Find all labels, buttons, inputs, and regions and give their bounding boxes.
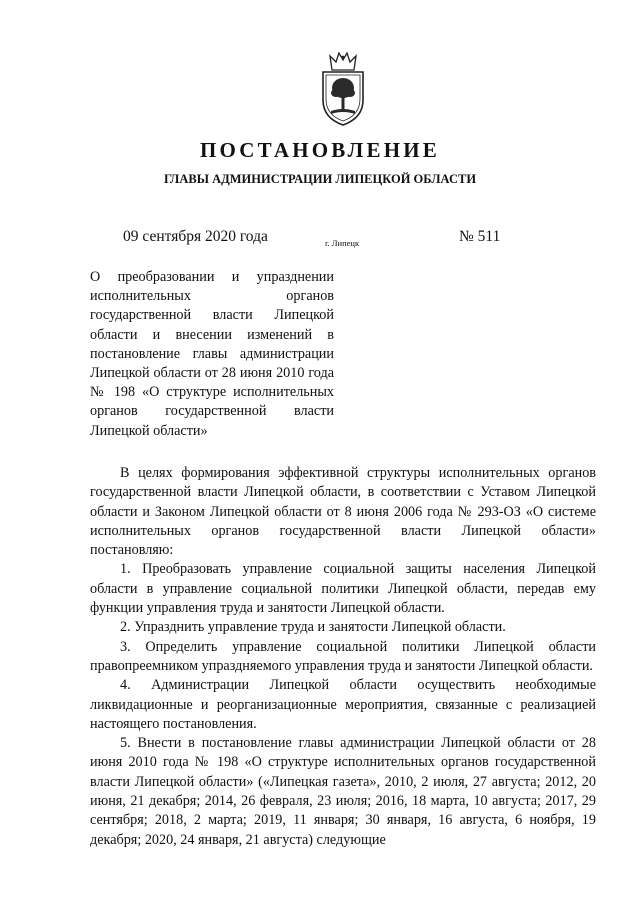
document-number: № 511 xyxy=(459,228,501,245)
body-paragraph-item-2: 2. Упразднить управление труда и занятости Липецкой области. xyxy=(120,619,506,636)
document-subtitle: ГЛАВЫ АДМИНИСТРАЦИИ ЛИПЕЦКОЙ ОБЛАСТИ xyxy=(163,172,477,186)
document-title: ПОСТАНОВЛЕНИЕ xyxy=(199,138,441,162)
lipetsk-region-coat-of-arms-icon xyxy=(318,52,368,128)
document-place: г. Липецк xyxy=(325,238,360,248)
body-paragraph-preamble: В целях формирования эффективной структуры исполнительных органов государственной власти Липецкой области, в соответствии с Уставом Липецкой области и Законом Липецкой области от 8 июня 2006 года № 293-ОЗ «О системе исполнительных органов государственной власти Липецкой области» постановляю: xyxy=(90,465,596,559)
body-paragraph-item-4: 4. Администрации Липецкой области осуществить необходимые ликвидационные и реорганизационные мероприятия, связанные с реализацией настоящего постановления. xyxy=(90,677,596,732)
document-date: 09 сентября 2020 года xyxy=(123,228,268,245)
body-paragraph-item-5: 5. Внести в постановление главы администрации Липецкой области от 28 июня 2010 года № 198 «О структуре исполнительных органов государственной власти Липецкой области» («Липецкая газета», 2010, 2 июля, 27 августа; 2012, 20 июня, 21 декабря; 2014, 26 февраля, 23 июля; 2016, 18 марта, 10 августа; 2017, 29 сентября; 2018, 2 марта; 2019, 11 января; 30 января, 16 августа, 6 ноября, 19 декабря; 2020, 24 января, 21 августа) следующие xyxy=(90,735,596,848)
document-body xyxy=(90,464,596,850)
document-subject: О преобразовании и упразднении исполнительных органов государственной власти Липецкой области и внесении изменений в постановление главы администрации Липецкой области от 28 июня 2010 года № 198 «О структуре исполнительных органов государственной власти Липецкой области» xyxy=(90,269,334,439)
body-paragraph-item-3: 3. Определить управление социальной политики Липецкой области правопреемником упраздняемого управления труда и занятости Липецкой области. xyxy=(90,638,596,674)
body-paragraph-item-1: 1. Преобразовать управление социальной защиты населения Липецкой области в управление социальной политики Липецкой области, передав ему функции управления труда и занятости Липецкой области. xyxy=(90,561,596,617)
